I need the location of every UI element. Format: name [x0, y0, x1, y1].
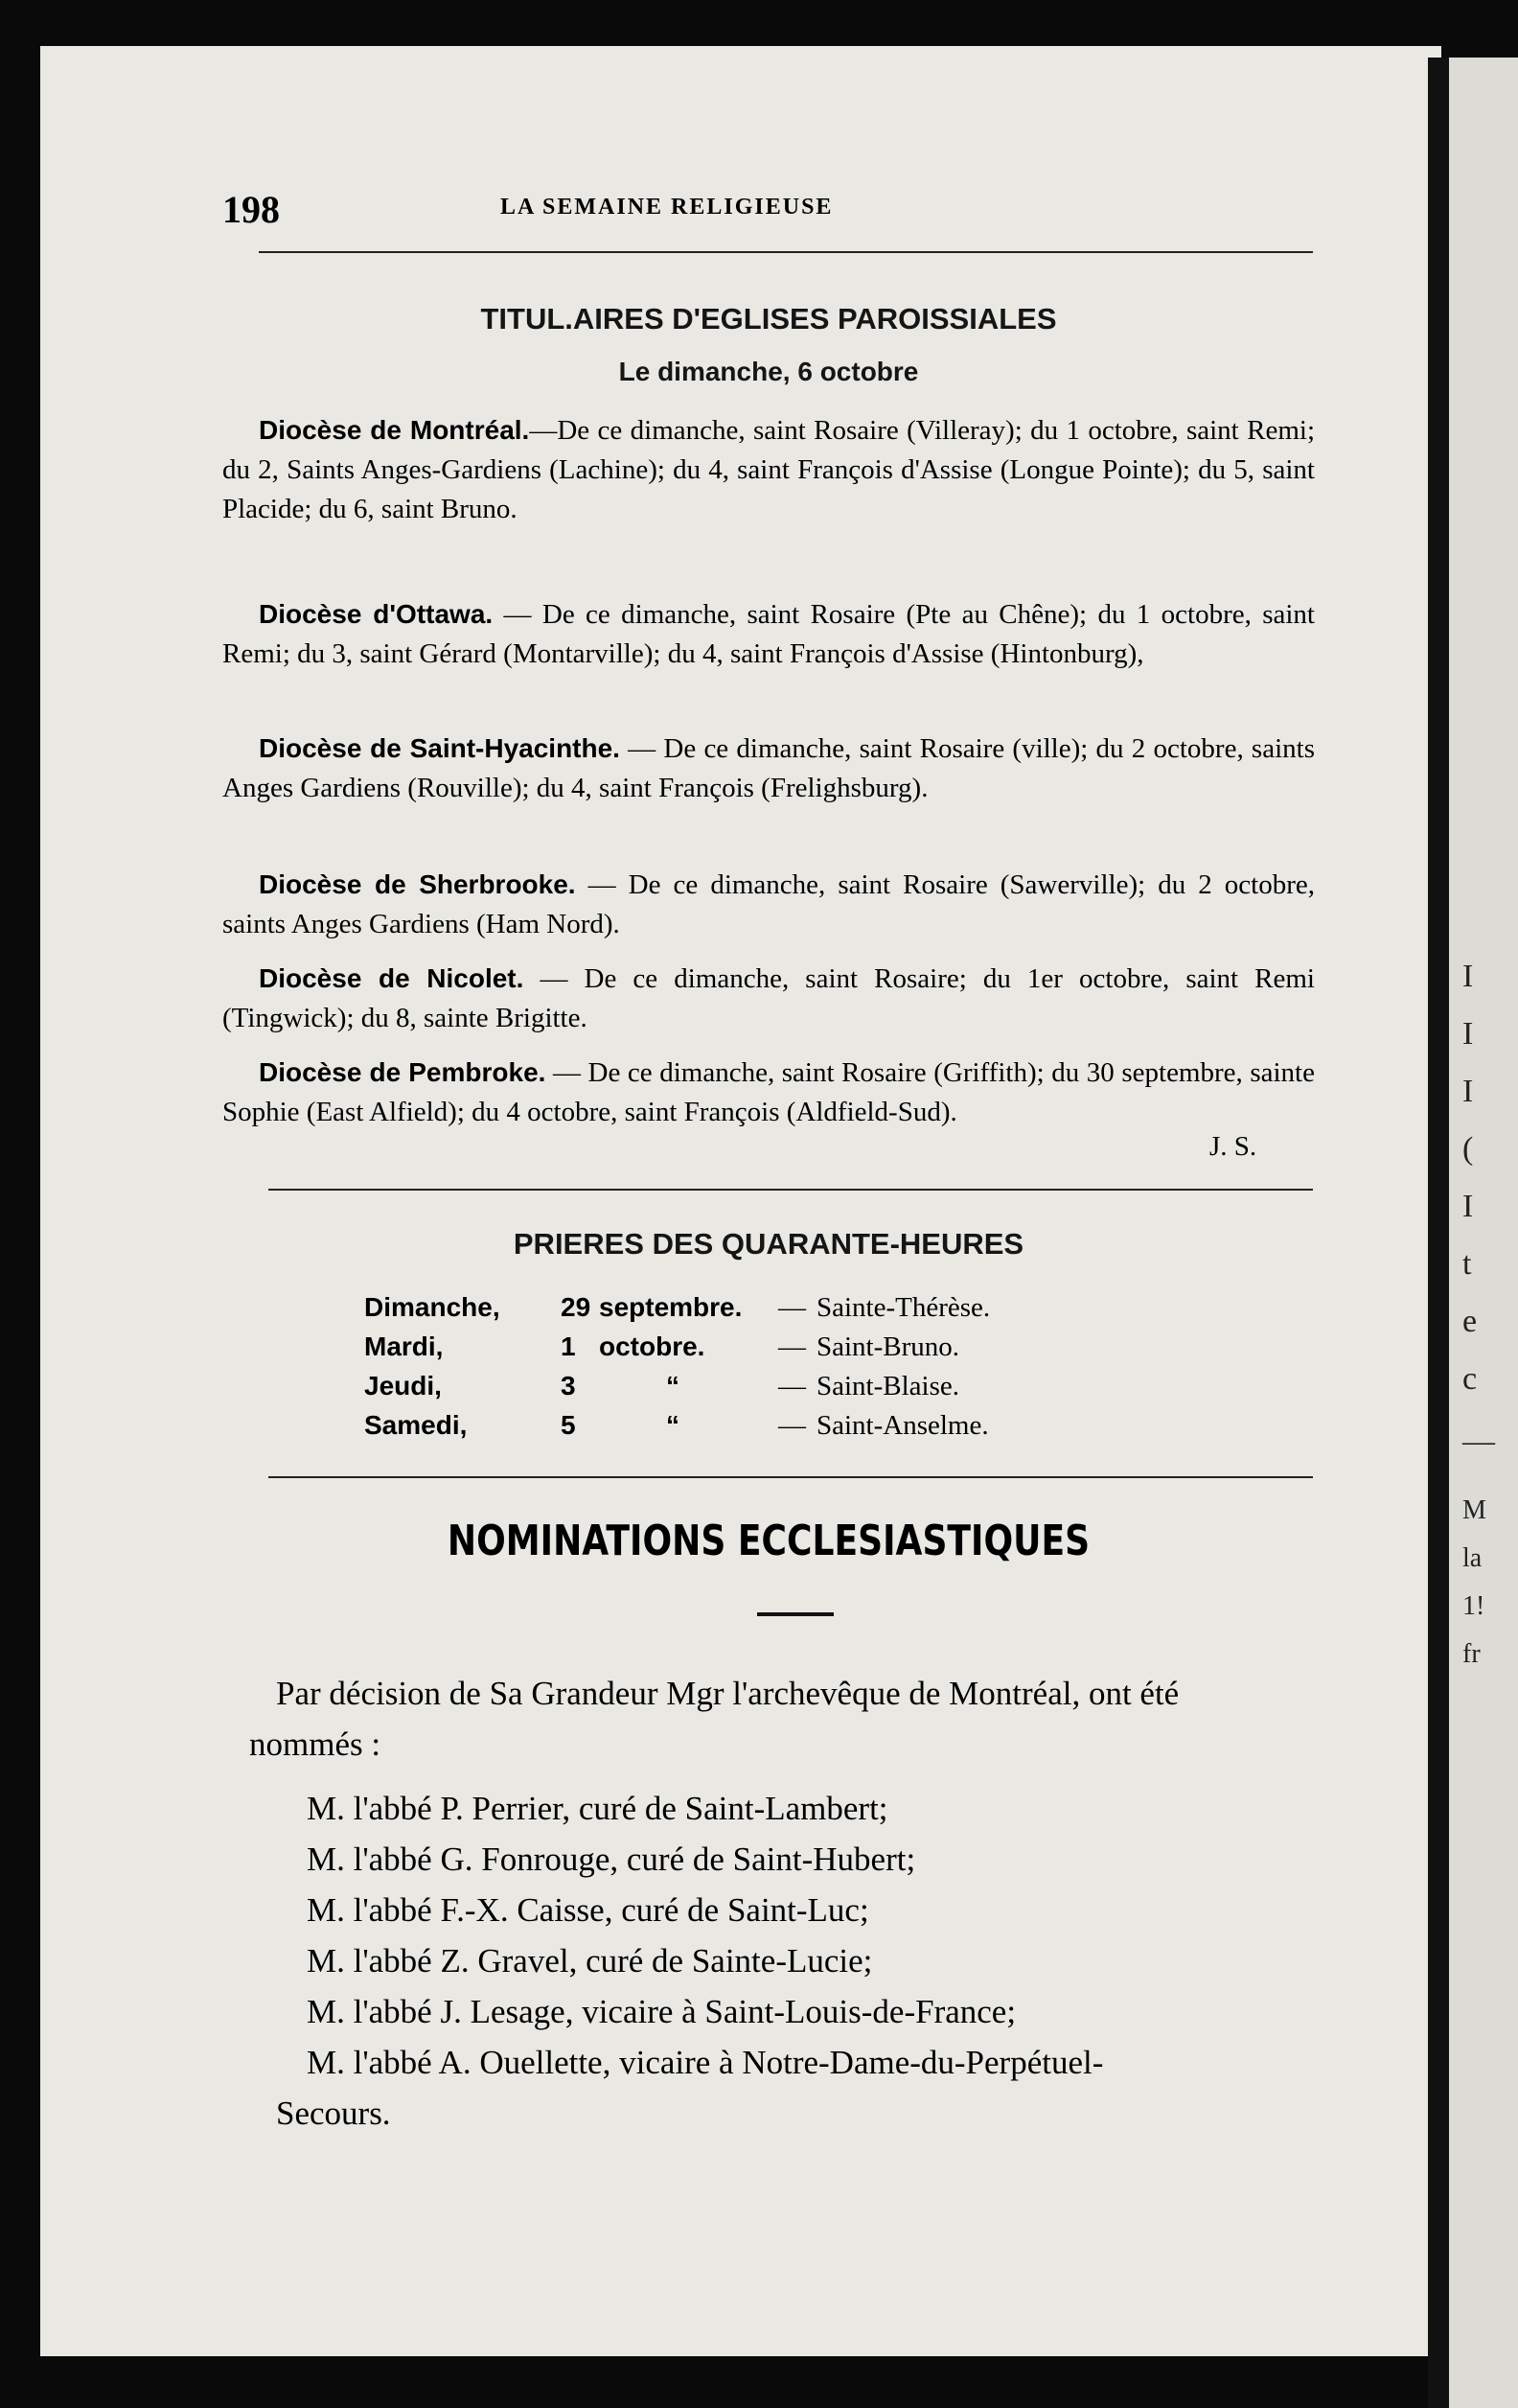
dash-cell: — — [778, 1371, 806, 1401]
neighbor-fragment: I — [1462, 1189, 1474, 1224]
short-rule — [757, 1612, 834, 1616]
month-cell: septembre. — [599, 1292, 743, 1322]
diocese-text: —De ce dimanche, saint Rosaire (Villeray); du 1 octobre, saint Remi; du 2, Saints Anges-Gardiens (Lachine); du 4, saint François d'Assise (Longue Pointe); du 5, saint Placide; du 6, saint Bruno. — [222, 415, 1315, 524]
church-cell: Saint-Blaise. — [816, 1371, 960, 1401]
diocese-name: Diocèse de Montréal. — [259, 415, 530, 445]
table-row — [364, 1292, 1131, 1331]
neighbor-fragment: t — [1462, 1246, 1472, 1282]
church-cell: Sainte-Thérèse. — [816, 1292, 991, 1323]
diocese-name: Diocèse de Nicolet. — [259, 963, 524, 993]
dash-cell: — — [778, 1331, 806, 1362]
diocese-text: — De ce dimanche, saint Rosaire; du 1er octobre, saint Remi (Tingwick); du 8, sainte Brigitte. — [222, 963, 1315, 1033]
adjacent-page-edge — [1449, 58, 1518, 2408]
table-row — [364, 1410, 1131, 1449]
church-cell: Saint-Bruno. — [816, 1331, 960, 1362]
nominations-intro: Par décision de Sa Grandeur Mgr l'archevêque de Montréal, ont été nommés : — [249, 1675, 1180, 1763]
section-date: Le dimanche, 6 octobre — [618, 357, 919, 386]
quarante-heures-table — [364, 1292, 1131, 1449]
running-title: LA SEMAINE RELIGIEUSE — [500, 195, 834, 220]
diocese-name: Diocèse de Sherbrooke. — [259, 869, 576, 899]
neighbor-fragment: I — [1462, 1074, 1474, 1109]
neighbor-fragment: — — [1462, 1424, 1495, 1459]
section-rule — [268, 1476, 1313, 1478]
ditto-mark: “ — [666, 1410, 679, 1440]
list-item: M. l'abbé A. Ouellette, vicaire à Notre-Dame-du-Perpétuel- — [307, 2044, 1104, 2081]
month-cell: octobre. — [599, 1331, 705, 1361]
diocese-entry — [222, 729, 1315, 808]
section-title-nominations: NOMINATIONS ECCLESIASTIQUES — [447, 1517, 1091, 1565]
list-item: M. l'abbé P. Perrier, curé de Saint-Lambert; — [307, 1790, 888, 1827]
diocese-entry — [222, 410, 1315, 529]
diocese-name: Diocèse de Saint-Hyacinthe. — [259, 733, 620, 763]
diocese-entry — [222, 865, 1315, 944]
diocese-entry — [222, 959, 1315, 1038]
neighbor-fragment: ( — [1462, 1131, 1474, 1167]
neighbor-fragment: fr — [1462, 1639, 1481, 1669]
gutter-shadow — [1428, 58, 1449, 2408]
section-rule — [268, 1189, 1313, 1191]
list-item: M. l'abbé G. Fonrouge, curé de Saint-Hubert; — [307, 1841, 916, 1878]
list-item: M. l'abbé F.-X. Caisse, curé de Saint-Luc; — [307, 1891, 869, 1929]
signature: J. S. — [1209, 1131, 1257, 1162]
dash-cell: — — [778, 1410, 806, 1441]
running-header — [222, 187, 1315, 233]
neighbor-fragment: M — [1462, 1495, 1486, 1525]
header-rule — [259, 251, 1313, 253]
neighbor-fragment: I — [1462, 959, 1474, 994]
neighbor-fragment: I — [1462, 1016, 1474, 1052]
day-cell: Mardi, — [364, 1331, 444, 1361]
diocese-text: — De ce dimanche, saint Rosaire (Sawerville); du 2 octobre, saints Anges Gardiens (Ham Nord). — [222, 869, 1315, 939]
day-cell: Samedi, — [364, 1410, 468, 1440]
dash-cell: — — [778, 1292, 806, 1323]
diocese-text: — De ce dimanche, saint Rosaire (ville); du 2 octobre, saints Anges Gardiens (Rouville); du 4, saint François (Frelighsburg). — [222, 733, 1315, 803]
ditto-mark: “ — [666, 1371, 679, 1401]
list-item: M. l'abbé J. Lesage, vicaire à Saint-Louis-de-France; — [307, 1993, 1017, 2030]
date-cell: 3 — [561, 1371, 576, 1401]
date-cell: 5 — [561, 1410, 576, 1440]
section-title-titulaires: TITUL.AIRES D'EGLISES PAROISSIALES — [480, 302, 1057, 336]
table-row — [364, 1371, 1131, 1410]
nominations-list — [276, 1783, 1322, 2139]
neighbor-fragment: 1! — [1462, 1591, 1485, 1621]
diocese-entry — [222, 1053, 1315, 1132]
date-cell: 29 — [561, 1292, 591, 1322]
table-row — [364, 1331, 1131, 1371]
diocese-name: Diocèse de Pembroke. — [259, 1057, 546, 1087]
page-number: 198 — [222, 188, 280, 231]
day-cell: Dimanche, — [364, 1292, 500, 1322]
diocese-text: — De ce dimanche, saint Rosaire (Griffith); du 30 septembre, sainte Sophie (East Alfield); du 4 octobre, saint François (Aldfield-Sud). — [222, 1057, 1315, 1127]
diocese-entry — [222, 594, 1315, 674]
neighbor-fragment: c — [1462, 1361, 1478, 1397]
diocese-text: — De ce dimanche, saint Rosaire (Pte au Chêne); du 1 octobre, saint Remi; du 3, saint Gérard (Montarville); du 4, saint François d'Assise (Hintonburg), — [222, 599, 1315, 669]
list-item: M. l'abbé Z. Gravel, curé de Sainte-Lucie; — [307, 1942, 873, 1980]
section-title-quarante-heures: PRIERES DES QUARANTE-HEURES — [513, 1227, 1024, 1261]
neighbor-fragment: e — [1462, 1304, 1478, 1339]
diocese-name: Diocèse d'Ottawa. — [259, 599, 494, 629]
date-cell: 1 — [561, 1331, 576, 1361]
neighbor-fragment: la — [1462, 1543, 1483, 1573]
day-cell: Jeudi, — [364, 1371, 442, 1401]
list-item-continuation: Secours. — [276, 2095, 391, 2132]
church-cell: Saint-Anselme. — [816, 1410, 989, 1441]
